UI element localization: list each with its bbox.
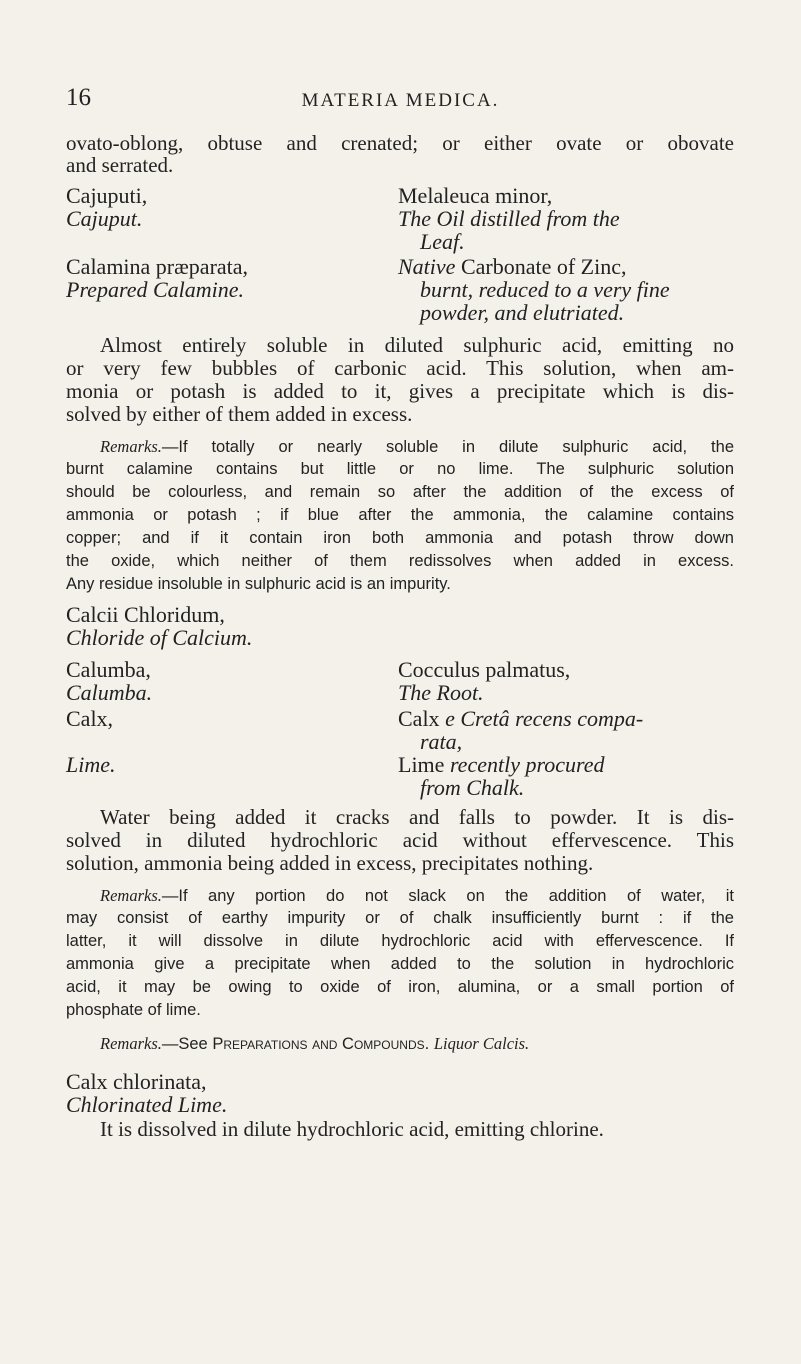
calx-source-1c: Cretâ recens compa-: [460, 706, 644, 731]
calx-remarks-line-2: may consist of earthy impurity or of chalk insufficiently burnt : if the: [66, 909, 734, 927]
calx-desc-2: solved in diluted hydrochloric acid without effervescence. This: [66, 828, 734, 852]
intro-line-2: and serrated.: [66, 153, 174, 177]
cajuputi-source-2: The Oil distilled from the: [398, 206, 620, 231]
calx-source-3: [398, 753, 605, 776]
calamina-source-3: powder, and elutriated.: [420, 300, 625, 325]
cajuputi-source-1: Melaleuca minor,: [398, 183, 553, 208]
calx-english: Lime.: [66, 752, 116, 777]
calumba-english: Calumba.: [66, 680, 153, 705]
remarks-label: Remarks.: [100, 886, 162, 905]
calx-remarks-2-text: —See: [161, 1035, 208, 1053]
cajuputi-english: Cajuput.: [66, 206, 143, 231]
calamina-remarks-line-5: copper; and if it contain iron both ammonia and potash throw down: [66, 529, 734, 547]
calx-source-1: [398, 707, 734, 730]
intro-line-1: ovato-oblong, obtuse and crenated; or either ovate or obovate: [66, 131, 734, 155]
calumba-name: Calumba,: [66, 657, 151, 682]
calamina-remarks-line-2: burnt calamine contains but little or no lime. The sulphuric solution: [66, 460, 734, 478]
calx-chlorinata-name: Calx chlorinata,: [66, 1069, 207, 1094]
calx-remarks-2: [100, 1032, 734, 1056]
calx-chlorinata-english: Chlorinated Lime.: [66, 1092, 228, 1117]
calx-source-2: rata,: [420, 729, 463, 754]
calx-source-1b: e: [445, 706, 455, 731]
calx-remarks-text-1: —If any portion do not slack on the addition of water, it: [161, 887, 734, 905]
calx-remarks-line-1: [100, 884, 734, 908]
cajuputi-source-3: Leaf.: [420, 229, 465, 254]
remarks-label: Remarks.: [100, 1034, 162, 1053]
calx-source-3b: recently procured: [449, 752, 605, 777]
calamina-source-1b: Carbonate of Zinc,: [460, 254, 627, 279]
calamina-remarks-text-1: —If totally or nearly soluble in dilute sulphuric acid, the: [161, 438, 734, 456]
calx-source-3a: Lime: [398, 752, 445, 777]
calamina-source-2: burnt, reduced to a very fine: [420, 277, 670, 302]
calcii-english: Chloride of Calcium.: [66, 625, 253, 650]
calx-desc-1: Water being added it cracks and falls to powder. It is dis-: [100, 805, 734, 829]
calx-remarks-line-5: acid, it may be owing to oxide of iron, alumina, or a small portion of: [66, 978, 734, 996]
calamina-desc-1: Almost entirely soluble in diluted sulphuric acid, emitting no: [100, 333, 734, 357]
calx-source-4: from Chalk.: [420, 775, 525, 800]
calamina-name: Calamina præparata,: [66, 254, 249, 279]
calamina-source-1: [398, 255, 627, 278]
calamina-remarks-line-1: [100, 435, 734, 459]
cross-reference: Preparations and Compounds.: [212, 1035, 430, 1053]
calx-remarks-line-3: latter, it will dissolve in dilute hydrochloric acid with effervescence. If: [66, 932, 734, 950]
calamina-desc-4: solved by either of them added in excess.: [66, 402, 413, 426]
cross-reference-item: Liquor Calcis.: [433, 1034, 530, 1053]
calx-source-1a: Calx: [398, 706, 440, 731]
calamina-desc-3: monia or potash is added to it, gives a precipitate which is dis-: [66, 379, 734, 403]
calamina-source-1a: Native: [398, 254, 456, 279]
remarks-label: Remarks.: [100, 437, 162, 456]
calx-chlorinata-desc: It is dissolved in dilute hydrochloric acid, emitting chlorine.: [100, 1117, 604, 1141]
cajuputi-name: Cajuputi,: [66, 183, 148, 208]
calx-remarks-line-4: ammonia give a precipitate when added to the solution in hydrochloric: [66, 955, 734, 973]
calamina-desc-2: or very few bubbles of carbonic acid. This solution, when am-: [66, 356, 734, 380]
page-number: 16: [66, 84, 91, 111]
calamina-remarks-line-6: the oxide, which neither of them redissolves when added in excess.: [66, 552, 734, 570]
calamina-remarks-line-4: ammonia or potash ; if blue after the ammonia, the calamine contains: [66, 506, 734, 524]
calx-name: Calx,: [66, 706, 114, 731]
calx-desc-3: solution, ammonia being added in excess, precipitates nothing.: [66, 851, 594, 875]
calamina-remarks-line-3: should be colourless, and remain so after the addition of the excess of: [66, 483, 734, 501]
running-title: MATERIA MEDICA.: [301, 90, 500, 111]
calamina-english: Prepared Calamine.: [66, 277, 245, 302]
calumba-source-1: Cocculus palmatus,: [398, 657, 571, 682]
calx-remarks-line-6: phosphate of lime.: [66, 1001, 201, 1019]
calumba-source-2: The Root.: [398, 680, 484, 705]
calcii-name: Calcii Chloridum,: [66, 602, 225, 627]
calamina-remarks-line-7: Any residue insoluble in sulphuric acid is an impurity.: [66, 575, 451, 593]
